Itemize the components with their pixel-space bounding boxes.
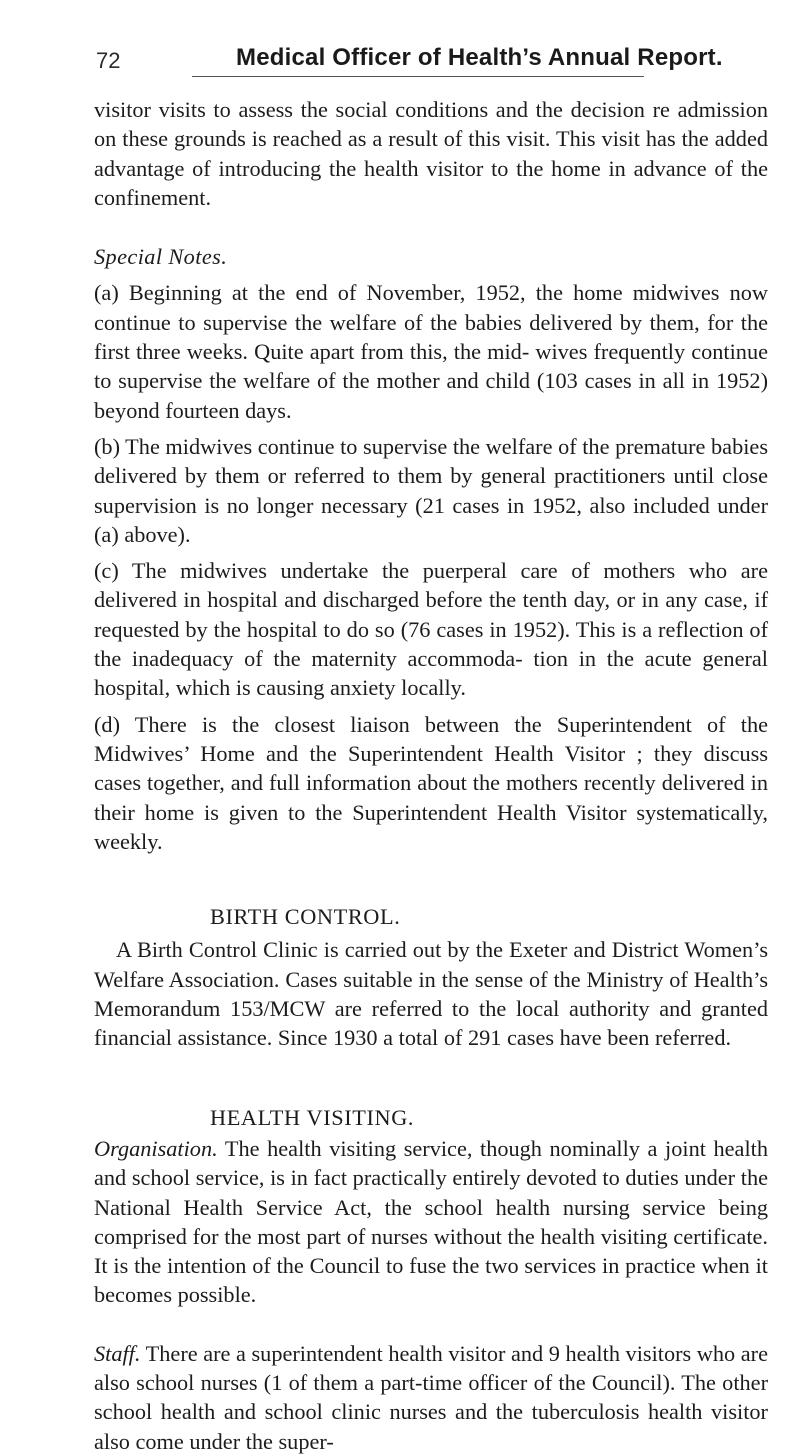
organisation-text: The health visiting service, though nominally a joint health and school service, is in fact practically entirely devoted to duties under the National Health Service Act, the school health nursing service being comprised for the most part of nurses without the health visiting certificate. It is the intention of the Council to fuse the two services in practice when it becomes possible.	[94, 1135, 768, 1308]
note-c-paragraph: (c) The midwives undertake the puerperal care of mothers who are delivered in hospital and discharged before the tenth day, or in any case, if requested by the hospital to do so (76 cases in 1952). This is a reflection of the inadequacy of the maternity accommoda- tion in the acute general hospital, which is causing anxiety locally.	[94, 558, 768, 701]
intro-paragraph: visitor visits to assess the social conditions and the decision re admission on these grounds is reached as a result of this visit. This visit has the added advantage of introducing the health visitor to the home in advance of the confinement.	[94, 97, 768, 210]
staff-paragraph	[94, 1339, 768, 1456]
organisation-label: Organisation.	[94, 1135, 218, 1161]
note-b-paragraph: (b) The midwives continue to supervise the welfare of the premature babies delivered by them or referred to them by general practitioners until close supervision is no longer necessary (21 cases in 1952, also included under (a) above).	[94, 433, 768, 547]
health-visiting-heading: HEALTH VISITING.	[210, 1104, 415, 1130]
page-header	[96, 44, 768, 80]
note-a-paragraph: (a) Beginning at the end of November, 1952, the home midwives now continue to supervise the welfare of the babies delivered by them, for the first three weeks. Quite apart from this, the mid- wives frequently continue to supervise the welfare of the mother and child (103 cases in all in 1952) beyond fourteen days.	[94, 280, 768, 423]
birth-control-paragraph: A Birth Control Clinic is carried out by the Exeter and District Women’s Welfare Association. Cases suitable in the sense of the Ministry of Health’s Memorandum 153/MCW are referred to the local authority and granted financial assistance. Since 1930 a total of 291 cases have been referred.	[94, 937, 768, 1051]
header-rule	[192, 76, 644, 77]
birth-control-heading: BIRTH CONTROL.	[210, 904, 401, 930]
staff-label: Staff.	[94, 1340, 141, 1366]
page-number: 72	[96, 48, 121, 73]
organisation-paragraph	[94, 1134, 768, 1310]
body-text	[94, 95, 768, 1456]
running-title: Medical Officer of Health’s Annual Report.	[236, 44, 723, 71]
staff-text: There are a superintendent health visitor and 9 health visitors who are also school nurses (1 of them a part-time officer of the Council). The other school health and school clinic nurses and the tuberculosis health visitor also come under the super-	[94, 1340, 768, 1454]
note-d-paragraph: (d) There is the closest liaison between the Superintendent of the Midwives’ Home and the Superintendent Health Visitor ; they discuss cases together, and full information about the mothers recently delivered in their home is given to the Superintendent Health Visitor systematically, weekly.	[94, 711, 768, 854]
special-notes-heading: Special Notes.	[94, 244, 228, 270]
